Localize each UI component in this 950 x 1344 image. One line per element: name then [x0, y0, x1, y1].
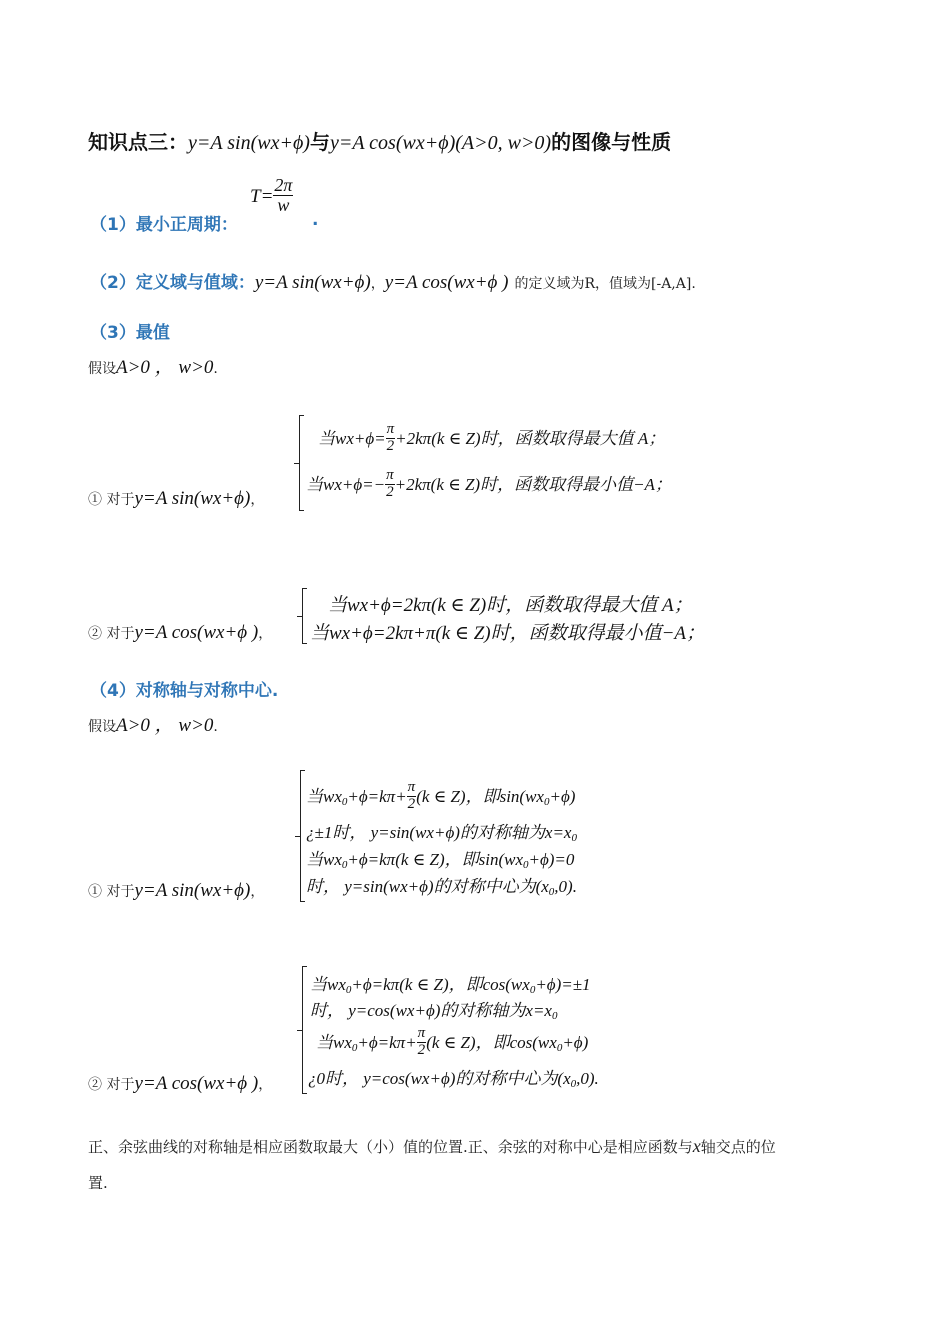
- sym-cos-comma: ，: [258, 1077, 273, 1093]
- extremes-sin-max-den: 2: [386, 437, 395, 454]
- extremes-sin-max-pre: 当wx+ϕ=: [318, 429, 386, 449]
- extremes-sin-max-post: +2kπ(k ∈ Z)时，函数取得最大值 A；: [395, 429, 666, 449]
- assume-math: A>0 ， w>0: [116, 357, 214, 378]
- sym-cos-formula: y=A cos(wx+ϕ ): [134, 1073, 259, 1094]
- closing-x-symbol: x: [692, 1136, 701, 1156]
- sym-cos-l4-sub: 0: [570, 1078, 577, 1090]
- sym-sin-l1-sub: 0: [341, 796, 348, 809]
- brace-symmetry-cos: [302, 966, 303, 1094]
- symmetry-sin-line1: [306, 779, 576, 815]
- sym-cos-l2-sub: 0: [551, 1010, 558, 1022]
- sym-cos-l2-pre: 时， y=cos(wx+ϕ)的对称轴为x=x: [310, 1001, 552, 1020]
- heading-formula-sin: y=A sin(wx+ϕ): [188, 132, 310, 154]
- domain-range-label: （2）定义域与值域：: [90, 273, 255, 293]
- symmetry-case-sin: [88, 880, 264, 902]
- heading-formula-cos: y=A cos(wx+ϕ)(A>0, w>0): [329, 132, 552, 154]
- sym-sin-l1-sub2: 0: [543, 796, 550, 809]
- domain-sep: ，: [370, 276, 385, 292]
- sym-sin-prefix: ① 对于: [88, 884, 135, 900]
- sym-sin-l1-end: +ϕ): [549, 787, 576, 807]
- sym-cos-l4-pre: ¿0时， y=cos(wx+ϕ)的对称中心为(x: [308, 1069, 571, 1088]
- period-den: w: [277, 194, 290, 215]
- extremes-sin-min-num: π: [386, 467, 394, 483]
- extremes-case-sin: [88, 488, 264, 510]
- case-cos-prefix: ② 对于: [88, 626, 135, 642]
- symmetry-label: （4）对称轴与对称中心.: [90, 681, 279, 701]
- sym-cos-l3-mid: +ϕ=kπ+: [357, 1033, 417, 1053]
- sym-cos-l3-pre: 当wx: [316, 1033, 352, 1053]
- period-lhs: T=: [250, 185, 274, 207]
- sym-cos-l3-num: π: [417, 1025, 426, 1041]
- symmetry-sin-line4: [306, 872, 577, 898]
- extremes-sin-max-num: π: [386, 421, 395, 437]
- closing-paragraph-line1: [88, 1136, 776, 1157]
- symmetry-sin-line2: [306, 818, 577, 844]
- domain-formula-cos: y=A cos(wx+ϕ ): [384, 272, 509, 293]
- case-sin-comma: ，: [250, 492, 265, 508]
- extremes-sin-min-den: 2: [386, 483, 394, 500]
- heading-suffix: 的图像与性质: [551, 130, 672, 154]
- sym-sin-l1-post: (k ∈ Z)，即sin(wx: [416, 787, 544, 807]
- closing-text-b: 轴交点的位: [700, 1138, 776, 1156]
- domain-formula-sin: y=A sin(wx+ϕ): [254, 272, 371, 293]
- brace-extremes-sin-mid: [294, 463, 299, 464]
- sym-cos-l1-pre: 当wx: [310, 975, 346, 994]
- sym-assume-end: .: [213, 719, 218, 735]
- symmetry-sin-line3: [306, 845, 574, 871]
- symmetry-cos-line3: [316, 1025, 589, 1061]
- period-formula: [250, 175, 293, 217]
- closing-text-a: 正、余弦曲线的对称轴是相应函数取最大（小）值的位置.正、余弦的对称中心是相应函数与: [88, 1138, 693, 1156]
- closing-paragraph-line2: 置.: [88, 1174, 108, 1192]
- extremes-cos-min: 当wx+ϕ=2kπ+π(k ∈ Z)时，函数取得最小值−A；: [310, 623, 706, 644]
- domain-range-text: 的定义域为R，值域为[-A,A].: [514, 276, 696, 292]
- sym-assume-word: 假设: [88, 719, 116, 735]
- sym-sin-l2-pre: ¿±1时， y=sin(wx+ϕ)的对称轴为x=x: [306, 823, 572, 842]
- sym-cos-l3-post: (k ∈ Z)，即cos(wx: [426, 1033, 557, 1053]
- sym-cos-l3-frac: [417, 1026, 427, 1059]
- sym-sin-l4-sub: 0: [548, 886, 555, 898]
- domain-range-line: [90, 268, 696, 294]
- brace-extremes-cos-mid: [297, 616, 302, 617]
- sym-sin-l3-post: +ϕ=kπ(k ∈ Z)，即sin(wx: [347, 850, 523, 869]
- sym-cos-l3-sub2: 0: [556, 1042, 563, 1055]
- heading-prefix: 知识点三：: [88, 130, 188, 154]
- sym-sin-l1-num: π: [407, 779, 416, 795]
- sym-assume-math: A>0 ， w>0: [116, 715, 214, 736]
- extremes-sin-min: [306, 467, 672, 503]
- sym-cos-l3-sub: 0: [351, 1042, 358, 1055]
- sym-cos-l1-end: +ϕ)=±1: [535, 975, 591, 994]
- sym-sin-l3-sub: 0: [341, 859, 348, 871]
- extremes-sin-max-frac: [386, 422, 396, 455]
- brace-symmetry-sin-mid: [295, 836, 300, 837]
- symmetry-cos-line1: [310, 970, 591, 996]
- sym-sin-l1-pre: 当wx: [306, 787, 342, 807]
- extremes-sin-min-post: +2kπ(k ∈ Z)时，函数取得最小值−A；: [394, 475, 672, 495]
- sym-sin-formula: y=A sin(wx+ϕ): [134, 880, 251, 901]
- case-cos-comma: ，: [258, 626, 273, 642]
- sym-sin-l1-frac: [407, 780, 417, 813]
- period-fraction: [273, 176, 293, 215]
- symmetry-cos-line2: [310, 996, 557, 1022]
- sym-cos-l3-den: 2: [417, 1041, 426, 1058]
- brace-symmetry-cos-mid: [297, 1030, 302, 1031]
- symmetry-cos-line4: [308, 1064, 599, 1090]
- sym-sin-l4-pre: 时， y=sin(wx+ϕ)的对称中心为(x: [306, 877, 549, 896]
- sym-sin-l3-end: +ϕ)=0: [528, 850, 575, 869]
- sym-cos-l1-sub: 0: [345, 984, 352, 996]
- period-num: 2π: [274, 175, 293, 195]
- extremes-cos-max: 当wx+ϕ=2kπ(k ∈ Z)时，函数取得最大值 A；: [328, 595, 693, 616]
- brace-symmetry-sin: [300, 770, 301, 902]
- assume-word: 假设: [88, 361, 116, 377]
- sym-sin-l1-den: 2: [407, 795, 416, 812]
- sym-sin-l3-pre: 当wx: [306, 850, 342, 869]
- period-label: （1）最小正周期：: [90, 215, 238, 235]
- sym-cos-l1-post: +ϕ=kπ(k ∈ Z)，即cos(wx: [351, 975, 530, 994]
- brace-extremes-sin: [299, 415, 300, 511]
- case-sin-formula: y=A sin(wx+ϕ): [134, 488, 251, 509]
- sym-cos-prefix: ② 对于: [88, 1077, 135, 1093]
- sym-sin-l4-end: ,0).: [554, 877, 577, 896]
- sym-sin-l3-sub2: 0: [523, 859, 529, 871]
- extremes-sin-min-frac: [385, 468, 395, 501]
- sym-sin-comma: ，: [250, 884, 265, 900]
- symmetry-assumption: [88, 710, 218, 737]
- heading-joiner: 与: [309, 130, 330, 154]
- case-sin-prefix: ① 对于: [88, 492, 135, 508]
- sym-cos-l1-sub2: 0: [529, 984, 536, 996]
- sym-sin-l2-sub: 0: [571, 832, 577, 844]
- symmetry-case-cos: [88, 1073, 272, 1095]
- period-end: .: [312, 210, 319, 230]
- assume-end: .: [213, 361, 218, 377]
- extremes-sin-min-pre: 当wx+ϕ=−: [306, 475, 386, 495]
- sym-cos-l4-end: ,0).: [576, 1069, 599, 1088]
- extremes-assumption: [88, 352, 218, 379]
- brace-extremes-cos: [302, 588, 303, 644]
- extremes-case-cos: [88, 622, 272, 644]
- extremes-label: （3）最值: [90, 323, 170, 343]
- sym-cos-l3-end: +ϕ): [562, 1033, 589, 1053]
- section-heading: [88, 126, 671, 155]
- sym-sin-l1-mid: +ϕ=kπ+: [347, 787, 407, 807]
- extremes-sin-max: [318, 421, 666, 457]
- case-cos-formula: y=A cos(wx+ϕ ): [134, 622, 259, 643]
